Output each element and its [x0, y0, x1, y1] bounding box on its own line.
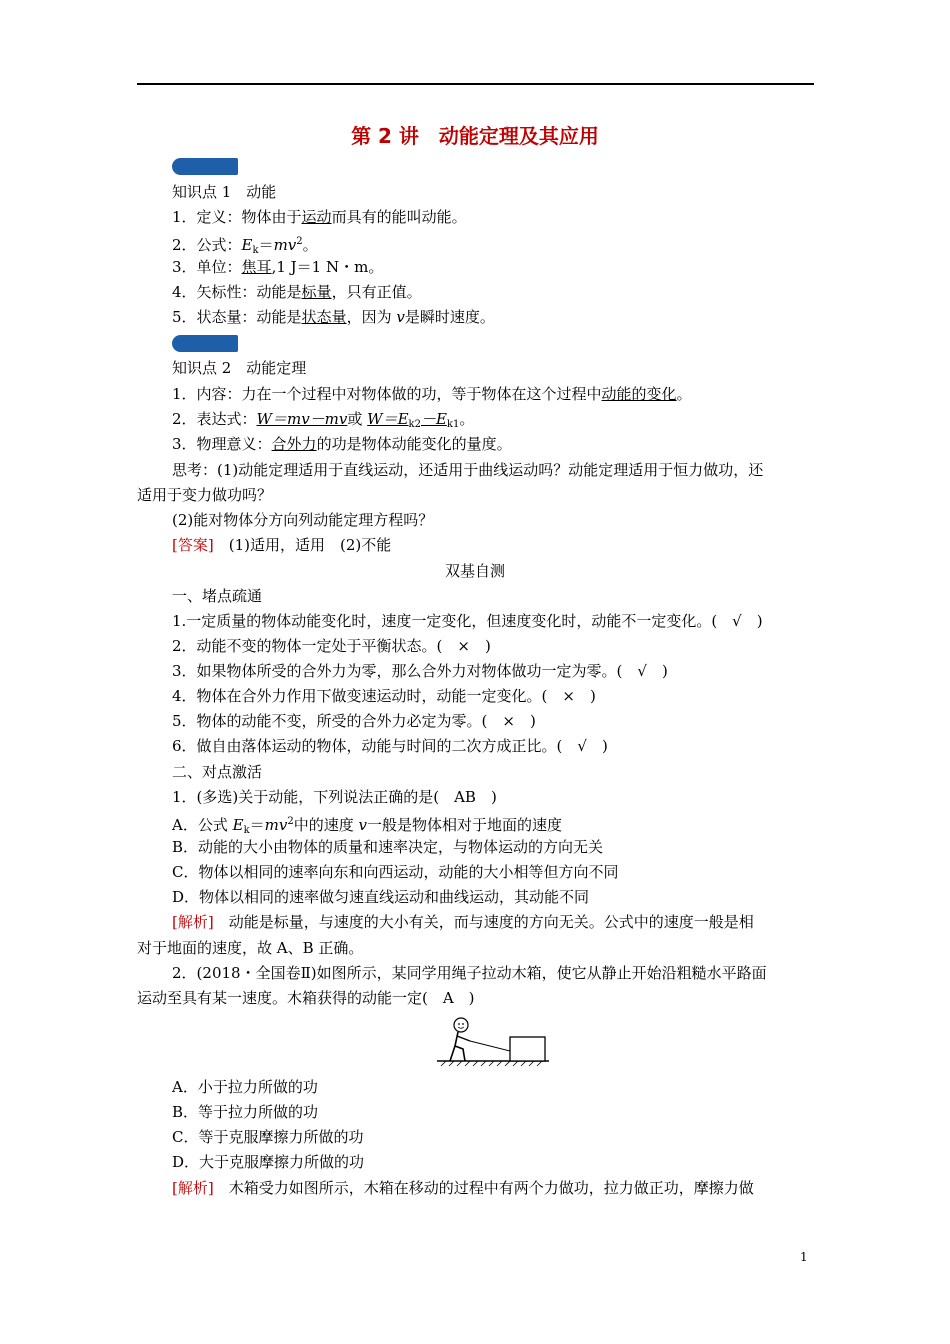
q2-stem-2: 运动至具有某一速度。木箱获得的动能一定( A ) [137, 989, 475, 1007]
header-rule [137, 83, 814, 85]
q1-option-b: B．动能的大小由物体的质量和速率决定，与物体运动的方向无关 [172, 838, 604, 856]
page-title: 第 2 讲 动能定理及其应用 [351, 124, 599, 148]
kp2-line-3: 3．物理意义：合外力的功是物体动能变化的量度。 [172, 435, 512, 453]
sec2-heading: 二、对点激活 [172, 763, 263, 781]
kp2-line-2: 2．表达式：W＝mv－mv或 $W=E_{k2}-E_{k1}$。 [172, 410, 475, 430]
q1-stem: 1．(多选)关于动能，下列说法正确的是( AB ) [172, 788, 497, 806]
kp1-line-1: 1．定义：物体由于运动而具有的能叫动能。 [172, 208, 467, 226]
test-title: 双基自测 [444, 562, 505, 580]
think-answer: [答案] (1)适用，适用 (2)不能 [172, 536, 392, 554]
sec1-item-3: 3．如果物体所受的合外力为零，那么合外力对物体做功一定为零。( √ ) [172, 662, 668, 680]
kp1-line-4: 4．矢标性：动能是标量，只有正值。 [172, 283, 422, 301]
kp1-heading: 知识点 1 动能 [172, 183, 277, 201]
q1-explanation-1: [解析] 动能是标量，与速度的大小有关，而与速度的方向无关。公式中的速度一般是相 [172, 913, 754, 931]
q2-option-b: B．等于拉力所做的功 [172, 1103, 319, 1121]
kp1-line-5: 5．状态量：动能是状态量，因为 v是瞬时速度。 [172, 308, 495, 326]
q1-option-d: D．物体以相同的速率做匀速直线运动和曲线运动，其动能不同 [172, 888, 590, 906]
kp1-line-2: 2．公式：$E_k=mv^2$。 [172, 236, 318, 256]
q2-option-d: D．大于克服摩擦力所做的功 [172, 1153, 365, 1171]
think-line-1: 思考：(1)动能定理适用于直线运动，还适用于曲线运动吗？动能定理适用于恒力做功，还 [172, 461, 764, 479]
q2-option-c: C．等于克服摩擦力所做的功 [172, 1128, 364, 1146]
think-line-3: (2)能对物体分方向列动能定理方程吗？ [172, 511, 434, 529]
q2-stem-1: 2．(2018・全国卷Ⅱ)如图所示，某同学用绳子拉动木箱，使它从静止开始沿粗糙水平路面 [172, 964, 767, 982]
q1-explanation-2: 对于地面的速度，故 A、B 正确。 [137, 939, 364, 957]
q1-option-a: A．公式 $E_k=mv^2$中的速度 v一般是物体相对于地面的速度 [172, 816, 562, 836]
box-pulling-figure [437, 1016, 549, 1072]
page-number: 1 [800, 1250, 808, 1264]
q2-explanation-1: [解析] 木箱受力如图所示，木箱在移动的过程中有两个力做功，拉力做正功，摩擦力做 [172, 1179, 754, 1197]
kp2-heading: 知识点 2 动能定理 [172, 359, 307, 377]
section-tag [172, 335, 238, 352]
q2-option-a: A．小于拉力所做的功 [172, 1078, 318, 1096]
sec1-item-5: 5．物体的动能不变，所受的合外力必定为零。( × ) [172, 712, 536, 730]
sec1-item-6: 6．做自由落体运动的物体，动能与时间的二次方成正比。( √ ) [172, 737, 608, 755]
sec1-item-4: 4．物体在合外力作用下做变速运动时，动能一定变化。( × ) [172, 687, 596, 705]
think-line-2: 适用于变力做功吗？ [137, 486, 273, 504]
kp1-line-3: 3．单位：焦耳,1 J＝1 N・m。 [172, 258, 384, 276]
q1-option-c: C．物体以相同的速率向东和向西运动，动能的大小相等但方向不同 [172, 863, 619, 881]
sec1-item-1: 1.一定质量的物体动能变化时，速度一定变化，但速度变化时，动能不一定变化。( √ ) [172, 612, 763, 630]
kp2-line-1: 1．内容：力在一个过程中对物体做的功，等于物体在这个过程中动能的变化。 [172, 385, 692, 403]
section-tag [172, 158, 238, 175]
sec1-item-2: 2．动能不变的物体一定处于平衡状态。( × ) [172, 637, 491, 655]
sec1-heading: 一、堵点疏通 [172, 587, 263, 605]
